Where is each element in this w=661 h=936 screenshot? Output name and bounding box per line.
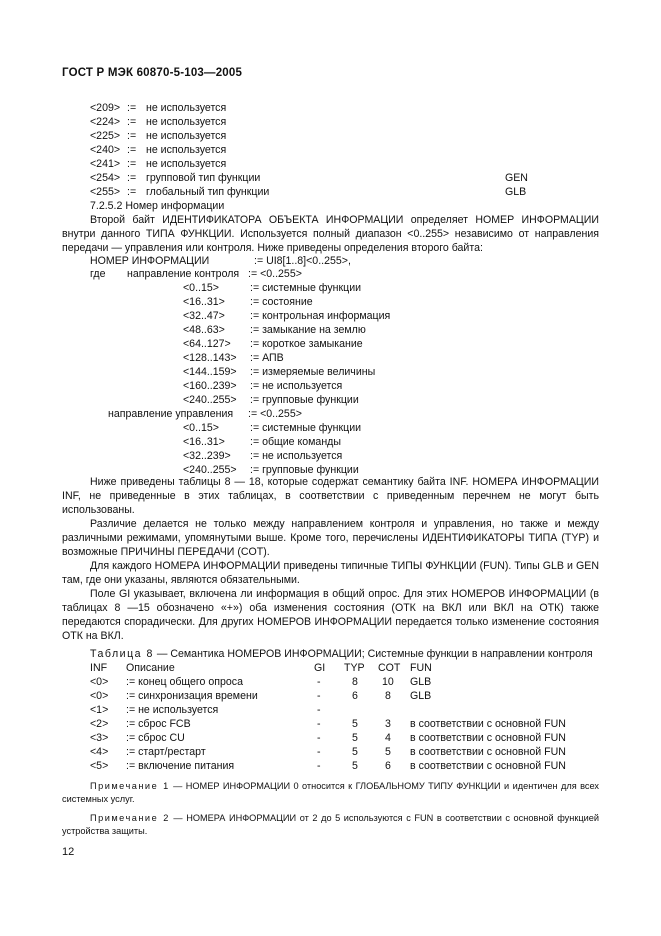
list-item-code: <255> bbox=[90, 186, 121, 198]
list-item-text: не используется bbox=[146, 158, 227, 170]
table-caption-text: — Семантика НОМЕРОВ ИНФОРМАЦИИ; Системные функции в направлении контроля bbox=[153, 648, 593, 660]
cell-description: := сброс FCB bbox=[126, 718, 191, 730]
range-code: <240..255> bbox=[183, 464, 237, 476]
cell-description: := не используется bbox=[126, 704, 219, 716]
cell-cot: 5 bbox=[385, 746, 391, 758]
cell-inf: <2> bbox=[90, 718, 109, 730]
range-code: <32..47> bbox=[183, 310, 225, 322]
list-item-sep: := bbox=[127, 186, 137, 198]
cell-typ: 6 bbox=[352, 690, 358, 702]
cell-gi: - bbox=[317, 760, 321, 772]
note-1 bbox=[62, 780, 599, 806]
cell-cot: 4 bbox=[385, 732, 391, 744]
column-header: TYP bbox=[344, 662, 365, 674]
range-code: <0..15> bbox=[183, 282, 219, 294]
range-meaning: := групповые функции bbox=[250, 464, 359, 476]
column-header: COT bbox=[378, 662, 401, 674]
cell-inf: <0> bbox=[90, 676, 109, 688]
range-meaning: := контрольная информация bbox=[250, 310, 391, 322]
range-meaning: := не используется bbox=[250, 450, 343, 462]
body-paragraph: Для каждого НОМЕРА ИНФОРМАЦИИ приведены типичные ТИПЫ ФУНКЦИИ (FUN). Типы GLB и GEN там, где они указаны, являются обязательными. bbox=[62, 560, 599, 586]
list-item-code: <241> bbox=[90, 158, 121, 170]
note-text: — НОМЕР ИНФОРМАЦИИ 0 относится к ГЛОБАЛЬНОМУ ТИПУ ФУНКЦИИ и идентичен для всех системных услуг. bbox=[62, 781, 599, 804]
cell-inf: <0> bbox=[90, 690, 109, 702]
range-meaning: := общие команды bbox=[250, 436, 341, 448]
note-2 bbox=[62, 812, 599, 838]
cell-gi: - bbox=[317, 704, 321, 716]
list-item-code: <225> bbox=[90, 130, 121, 142]
list-item-text: глобальный тип функции bbox=[146, 186, 270, 198]
cell-description: := сброс CU bbox=[126, 732, 185, 744]
note-label: Примечание 1 bbox=[90, 781, 170, 791]
cell-typ: 5 bbox=[352, 718, 358, 730]
body-paragraph: Ниже приведены таблицы 8 — 18, которые содержат семантику байта INF. НОМЕРА ИНФОРМАЦИИ INF, не приведенные в этих таблицах, в соответствии с приведенным перечнем не могут быть использованы. bbox=[62, 476, 599, 516]
cell-gi: - bbox=[317, 718, 321, 730]
list-item-sep: := bbox=[127, 116, 137, 128]
range-code: <128..143> bbox=[183, 352, 237, 364]
list-item-sep: := bbox=[127, 130, 137, 142]
column-header: INF bbox=[90, 662, 108, 674]
list-item-sep: := bbox=[127, 172, 137, 184]
range-meaning: := замыкание на землю bbox=[250, 324, 366, 336]
list-item-text: не используется bbox=[146, 116, 227, 128]
list-item-code: <209> bbox=[90, 102, 121, 114]
cell-description: := конец общего опроса bbox=[126, 676, 243, 688]
body-paragraph: Поле GI указывает, включена ли информация в общий опрос. Для этих НОМЕРОВ ИНФОРМАЦИИ (в таблицах 8 —15 обозначено «+») оба изменения состояния (ОТК на ВКЛ или ВКЛ на ОТК) также передаются спорадически. Для других НОМЕРОВ ИНФОРМАЦИИ передается только изменение состояния ОТК на ВКЛ. bbox=[62, 588, 599, 642]
range-meaning: := системные функции bbox=[250, 422, 362, 434]
column-header: GI bbox=[314, 662, 326, 674]
cell-typ: 5 bbox=[352, 760, 358, 772]
cell-gi: - bbox=[317, 676, 321, 688]
cell-fun: GLB bbox=[410, 676, 432, 688]
cell-cot: 10 bbox=[382, 676, 394, 688]
column-header: Описание bbox=[126, 662, 175, 674]
cell-fun: в соответствии с основной FUN bbox=[410, 760, 566, 772]
cell-cot: 8 bbox=[385, 690, 391, 702]
command-direction-label: направление управления bbox=[108, 408, 234, 420]
range-meaning: := системные функции bbox=[250, 282, 362, 294]
cell-cot: 3 bbox=[385, 718, 391, 730]
list-item-text: не используется bbox=[146, 130, 227, 142]
cell-fun: в соответствии с основной FUN bbox=[410, 746, 566, 758]
page-number: 12 bbox=[62, 846, 75, 858]
cell-fun: в соответствии с основной FUN bbox=[410, 732, 566, 744]
list-item-sep: := bbox=[127, 102, 137, 114]
note-label: Примечание 2 bbox=[90, 813, 170, 823]
cell-typ: 5 bbox=[352, 732, 358, 744]
definition-where: где bbox=[90, 268, 106, 280]
range-meaning: := АПВ bbox=[250, 352, 284, 364]
range-meaning: := измеряемые величины bbox=[250, 366, 376, 378]
range-code: <0..15> bbox=[183, 422, 219, 434]
cell-inf: <4> bbox=[90, 746, 109, 758]
list-item-sep: := bbox=[127, 144, 137, 156]
range-code: <144..159> bbox=[183, 366, 237, 378]
control-direction-range: := <0..255> bbox=[248, 268, 302, 280]
list-item-code: <224> bbox=[90, 116, 121, 128]
section-title: 7.2.5.2 Номер информации bbox=[90, 200, 225, 212]
cell-fun: GLB bbox=[410, 690, 432, 702]
cell-description: := включение питания bbox=[126, 760, 235, 772]
range-code: <64..127> bbox=[183, 338, 231, 350]
list-item-tag: GLB bbox=[505, 186, 527, 198]
table-caption bbox=[90, 648, 593, 661]
range-code: <160..239> bbox=[183, 380, 237, 392]
table-caption-label: Таблица 8 bbox=[90, 648, 154, 660]
cell-fun: в соответствии с основной FUN bbox=[410, 718, 566, 730]
cell-cot: 6 bbox=[385, 760, 391, 772]
definition-value: := UI8[1..8]<0..255>, bbox=[254, 255, 351, 267]
list-item-sep: := bbox=[127, 158, 137, 170]
range-code: <240..255> bbox=[183, 394, 237, 406]
list-item-tag: GEN bbox=[505, 172, 528, 184]
note-text: — НОМЕРА ИНФОРМАЦИИ от 2 до 5 используются с FUN в соответствии с основной функцией устройства защиты. bbox=[62, 813, 599, 836]
list-item-code: <254> bbox=[90, 172, 121, 184]
cell-inf: <1> bbox=[90, 704, 109, 716]
range-code: <16..31> bbox=[183, 436, 225, 448]
intro-paragraph: Второй байт ИДЕНТИФИКАТОРА ОБЪЕКТА ИНФОРМАЦИИ определяет НОМЕР ИНФОРМАЦИИ внутри данного ТИПА ФУНКЦИИ. Используется полный диапазон <0..255> независимо от направления передачи — управления или контроля. Ниже приведены определения второго байта: bbox=[62, 214, 599, 254]
range-meaning: := короткое замыкание bbox=[250, 338, 363, 350]
cell-inf: <3> bbox=[90, 732, 109, 744]
body-paragraph: Различие делается не только между направлением контроля и управления, но также и между различными режимами, упомянутыми выше. Кроме того, перечислены ИДЕНТИФИКАТОРЫ ТИПА (TYP) и возможные ПРИЧИНЫ ПЕРЕДАЧИ (COT). bbox=[62, 518, 599, 558]
range-meaning: := групповые функции bbox=[250, 394, 359, 406]
list-item-text: не используется bbox=[146, 144, 227, 156]
range-code: <16..31> bbox=[183, 296, 225, 308]
cell-gi: - bbox=[317, 690, 321, 702]
cell-typ: 8 bbox=[352, 676, 358, 688]
cell-description: := старт/рестарт bbox=[126, 746, 206, 758]
cell-gi: - bbox=[317, 746, 321, 758]
cell-inf: <5> bbox=[90, 760, 109, 772]
range-meaning: := состояние bbox=[250, 296, 313, 308]
command-direction-range: := <0..255> bbox=[248, 408, 302, 420]
list-item-code: <240> bbox=[90, 144, 121, 156]
column-header: FUN bbox=[410, 662, 432, 674]
range-code: <32..239> bbox=[183, 450, 231, 462]
range-code: <48..63> bbox=[183, 324, 225, 336]
cell-description: := синхронизация времени bbox=[126, 690, 258, 702]
definition-name: НОМЕР ИНФОРМАЦИИ bbox=[90, 255, 210, 267]
range-meaning: := не используется bbox=[250, 380, 343, 392]
list-item-text: групповой тип функции bbox=[146, 172, 261, 184]
cell-gi: - bbox=[317, 732, 321, 744]
control-direction-label: направление контроля bbox=[127, 268, 240, 280]
page-header: ГОСТ Р МЭК 60870-5-103—2005 bbox=[62, 67, 243, 79]
list-item-text: не используется bbox=[146, 102, 227, 114]
cell-typ: 5 bbox=[352, 746, 358, 758]
